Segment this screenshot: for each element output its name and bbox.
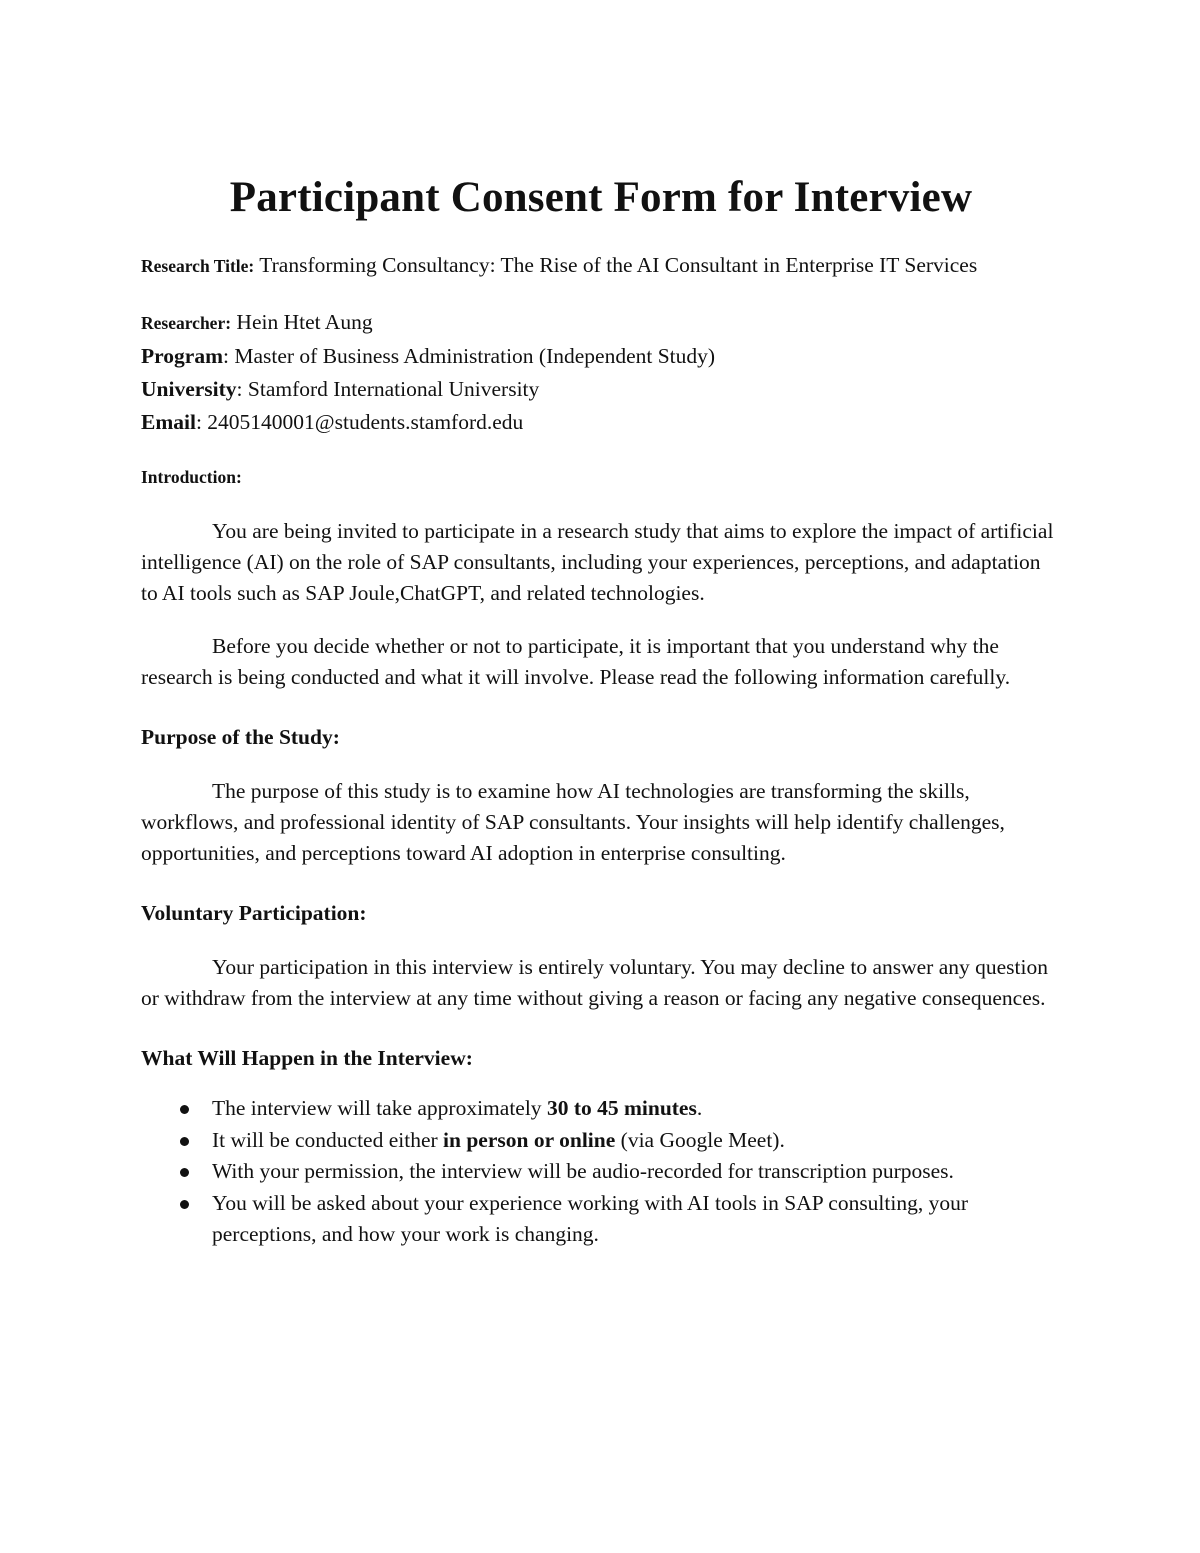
introduction-paragraph-2: Before you decide whether or not to participate, it is important that you understand why the research is being conducted and what it will involve. Please read the following information carefully. <box>141 634 1011 689</box>
bullet-dot-icon <box>180 1105 189 1114</box>
interview-heading: What Will Happen in the Interview: <box>141 1046 473 1070</box>
researcher-info <box>141 306 1061 439</box>
introduction-heading: Introduction: <box>141 467 242 487</box>
bullet-text-bold: 30 to 45 minutes <box>546 1096 697 1120</box>
bullet-text-before: The interview will take approximately <box>212 1096 547 1120</box>
program-line <box>141 340 1061 373</box>
voluntary-heading: Voluntary Participation: <box>141 901 367 925</box>
researcher-line <box>141 306 1061 340</box>
bullet-dot-icon <box>180 1200 189 1209</box>
email-value: : 2405140001@students.stamford.edu <box>195 410 524 434</box>
purpose-paragraph: The purpose of this study is to examine how AI technologies are transforming the skills, workflows, and professional identity of SAP consultants. Your insights will help identify challenges, opportunities, and perceptions toward AI adoption in enterprise consulting. <box>141 779 1005 865</box>
list-item <box>141 1125 1061 1157</box>
interview-bullet-list <box>141 1093 1061 1251</box>
list-item <box>141 1188 1061 1251</box>
bullet-text-before: It will be conducted either <box>212 1127 444 1152</box>
university-value: : Stamford International University <box>236 377 540 401</box>
introduction-paragraph-1: You are being invited to participate in a research study that aims to explore the impact of artificial intelligence (AI) on the role of SAP consultants, including your experiences, perceptions, and adaptation to AI tools such as SAP Joule,ChatGPT, and related technologies. <box>141 519 1054 605</box>
university-label: University <box>141 377 237 401</box>
document-body <box>141 168 1061 1251</box>
document-title: Participant Consent Form for Interview <box>229 174 973 221</box>
research-title-line <box>141 250 1061 282</box>
research-title-label: Research Title: <box>141 256 255 276</box>
program-value: : Master of Business Administration (Independent Study) <box>223 344 716 368</box>
bullet-text-before: You will be asked about your experience working with AI tools in SAP consulting, your perceptions, and how your work is changing. <box>212 1190 969 1246</box>
research-title-value: Transforming Consultancy: The Rise of the AI Consultant in Enterprise IT Services <box>259 253 978 277</box>
voluntary-paragraph: Your participation in this interview is entirely voluntary. You may decline to answer any question or withdraw from the interview at any time without giving a reason or facing any negative consequences. <box>141 955 1048 1010</box>
bullet-dot-icon <box>180 1168 189 1177</box>
program-label: Program <box>141 344 223 368</box>
bullet-dot-icon <box>180 1137 189 1146</box>
bullet-text-before: With your permission, the interview will be audio-recorded for transcription purposes. <box>212 1159 954 1183</box>
list-item <box>141 1093 1061 1125</box>
bullet-text-after: . <box>696 1096 703 1120</box>
email-line <box>141 406 1061 439</box>
email-label: Email <box>141 410 196 434</box>
researcher-label: Researcher: <box>141 313 232 333</box>
bullet-text-bold: in person or online <box>443 1127 616 1152</box>
purpose-heading: Purpose of the Study: <box>141 725 340 749</box>
bullet-text-after: (via Google Meet). <box>615 1127 785 1152</box>
university-line <box>141 373 1061 406</box>
list-item <box>141 1156 1061 1188</box>
researcher-value: Hein Htet Aung <box>236 310 373 334</box>
